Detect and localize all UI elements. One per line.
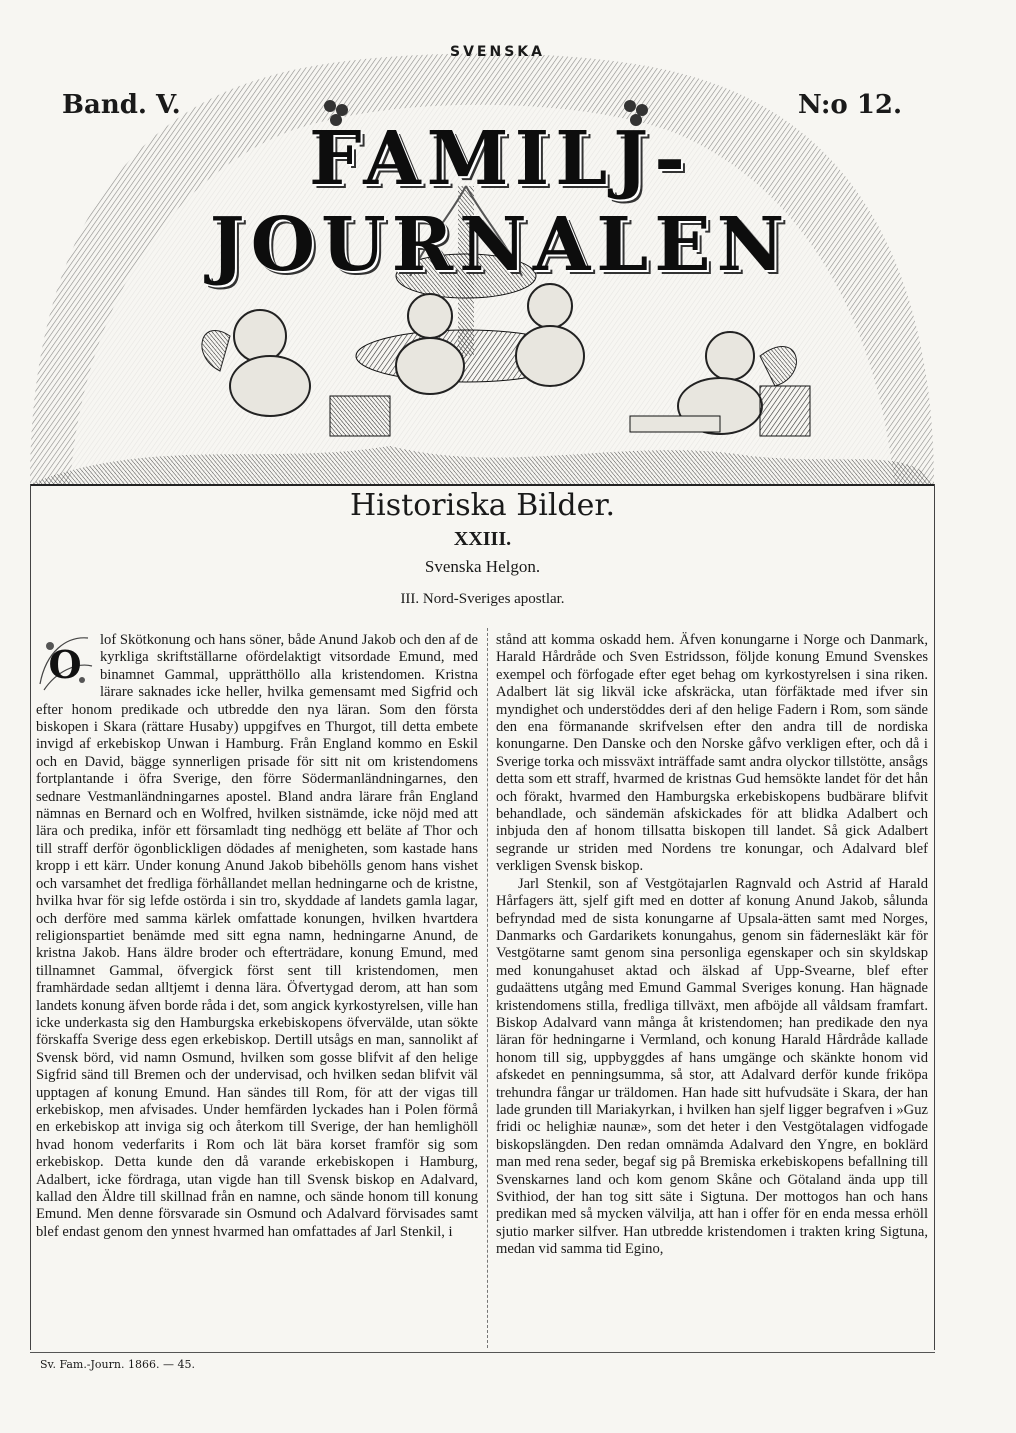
right-column-paragraph-2: Jarl Stenkil, son af Vestgötajarlen Ragnvald och Astrid af Harald Hårfagers ätt, sjelf gift med en dotter af konung Anund Jakob, sålunda befryndad med de sista konungarne af Upsala-ätten samt med Norges, Danmarks och Gardarikets konungahus, genom sin fädernesläkt kär för Vestgötarne samt genom sina personliga egenskaper och sin skyldskap med konungahuset aktad och älskad af Upp-Svearne, blef efter gudaättens utgång med Emund Gammal Sveriges konung. Han hägnade kristendomens stilla, fredliga tillväxt, men afböjde all våldsam framfart. Biskop Adalvard vann många åt kristendomen; han predikade den nya läran för hedningarne i Vermland, och konung Harald Hårdråde kallade honom till sig, uppbyggdes af hans umgänge och skänkte honom vid afskedet en penningsumma, så stor, att Adalvard derför kunde friköpa trehundra fångar ur träldomen. Han hade sitt hufvudsäte i Skara, der han lade grunden till Mariakyrkan, i hvilken han sjelf ligger begrafven i »Guz fridi oc helighiæ naunæ», som det heter i den Vestgötalagen vidfogade biskopslängden. Den redan omnämda Adalvard den Yngre, en boklärd man med rena seder, begaf sig på Bremiska erkebiskopens befallning till Svenskarnes land och kom genom Skåne och Götaland ända upp till Svithiod, der han tog sitt säte i Sigtuna. Der mottogos han och hans predikan med så mycken välvilja, att han i offer för en enda messa erhöll sjutio marker silfver. Han utbredde kristendomen i trakten kring Sigtuna, medan vid samma tid Egino, [496, 875, 928, 1258]
band-label: Band. V. [62, 90, 181, 120]
article-part-title: III. Nord-Sveriges apostlar. [400, 591, 565, 607]
masthead-title: FAMILJ-JOURNALEN [209, 116, 791, 288]
issue-number-label: N:o 12. [798, 90, 903, 120]
frame-line-left [30, 484, 31, 1350]
article-number: XXIII. [453, 528, 512, 550]
footer-note: Sv. Fam.-Journ. 1866. — 45. [40, 1358, 195, 1371]
masthead-svenska: SVENSKA [450, 44, 545, 60]
left-column-paragraph: lof Skötkonung och hans söner, både Anund Jakob och den af de kyrkliga skriftställarne ofördelaktigt vitsordade Emund, med binamnet Gammal, upprätthöllo alla kristendomen. Kristna lärare saknades icke heller, hvilka gemensamt med Sigfrid och efter honom predikade och utbredde den nya läran. Som den första biskopen i Skara (rättare Husaby) uppgifves en Thurgot, till detta embete invigd af erkebiskop Unwan i Hamburg. Från England kommo en Eskil och en David, bägge synnerligen prisade för sitt nit om kristendomens fortplantande i öfra Sverige, den förre Södermanländningarnes, den sednare Vestmanländningarnes apostel. Bland andra lärare från England nämnas en Bernard och en Wolfred, hvilken sistnämde, icke nöjd med att lära och predika, inför ett församladt ting nedhögg ett beläte af Thor och till straff derför ögonblickligen dödades af menigheten, som kastade hans kropp i ett kärr. Under konung Anund Jakob bibehölls genom hans vishet och varsamhet det fredliga förhållandet mellan hedningarne och de kristne, hvilka hvar för sig lefde ostörda i sin tro, skyddade af landets gamla lagar, och derföre med samma kärlek omfattade konungen, hvilken hvartdera religionspartiet benämde med sitt egna namn, hedningarne Anund, de kristna Jakob. Hans äldre broder och efterträdare, konung Emund, med tillnamnet Gammal, öfvergick först sent till kristendomen, men framhärdade sedan alltjemt i denna lära. Öfvertygad derom, att han som landets konung äfven borde råda i det, som angick kyrkostyrelsen, ville han icke underkasta sig den Hamburgska erkebiskopens öfvervälde, utan sökte förskaffa Sverige dess egen erkebiskop. Dertill utsågs en man, sannolikt af Svensk börd, vid namn Osmund, hvilken som gosse blifvit af den helige Sigfrid sänd till Bremen och der undervisad, och hvilken sedan blifvit väl upptagen af konung Emund. Han sändes till Rom, för att der vigas till erkebiskop, men afvisades. Under hemfärden lyckades han i Polen förmå en erkebiskop att inviga sig och återkom till Sverige, der han hemlighöll hvad honom vederfarits i Rom och lät bära korset framför sig som erkebiskop. Detta kunde den då varande erkebiskopen i Hamburg, Adalbert, icke fördraga, utan vigde han till Svensk biskop en Adalvard, kallad den Äldre till skillnad från en namne, och sände honom till konung Emund. Men denne försvarade sin Osmund och Adalvard förvisades samt blef endast genom den ynnest hvarmed han omfattades af Jarl Stenkil, i [36, 632, 478, 1240]
article-heading: Historiska Bilder. [350, 488, 615, 523]
decorative-initial [36, 632, 94, 692]
frame-line-right [934, 484, 935, 1350]
column-divider [487, 628, 489, 1348]
masthead-illustration [30, 36, 934, 486]
right-column [496, 632, 928, 1259]
article-subheading: Svenska Helgon. [424, 557, 541, 576]
initial-letter: O [48, 642, 82, 687]
right-column-paragraph-1: stånd att komma oskadd hem. Äfven konungarne i Norge och Danmark, Harald Hårdråde och Sven Estridsson, följde konung Emund Svenskes exempel och förfogade efter eget behag om kyrkostyrelsen i sina riken. Adalbert lät sig likväl icke afskräcka, utan förfäktade med ifver sin myndighet och understöddes deri af den helige Fadern i Rom, som sände den ena förmanande skrifvelsen efter den andra till de nordiska konungarne. Den Danske och den Norske gåfvo verkligen efter, och då i Sverige torka och missväxt inträffade samt andra olyckor tillstötte, ansågs detta som ett straff, hvarmed de kristnas Gud hemsökte landet för det hån och förakt, hvarmed den Hamburgska erkebiskopens budbärare blifvit behandlade, och sändemän afskickades för att blidka Adalbert och inbjuda den af honom tillsatta biskopen till landet. Så gick Adalbert segrande ur striden med Nordens tre konungar, och Adalvard blef verkligen Svensk biskop. [496, 632, 928, 875]
footer-rule [30, 1352, 935, 1353]
left-column [36, 632, 478, 1241]
